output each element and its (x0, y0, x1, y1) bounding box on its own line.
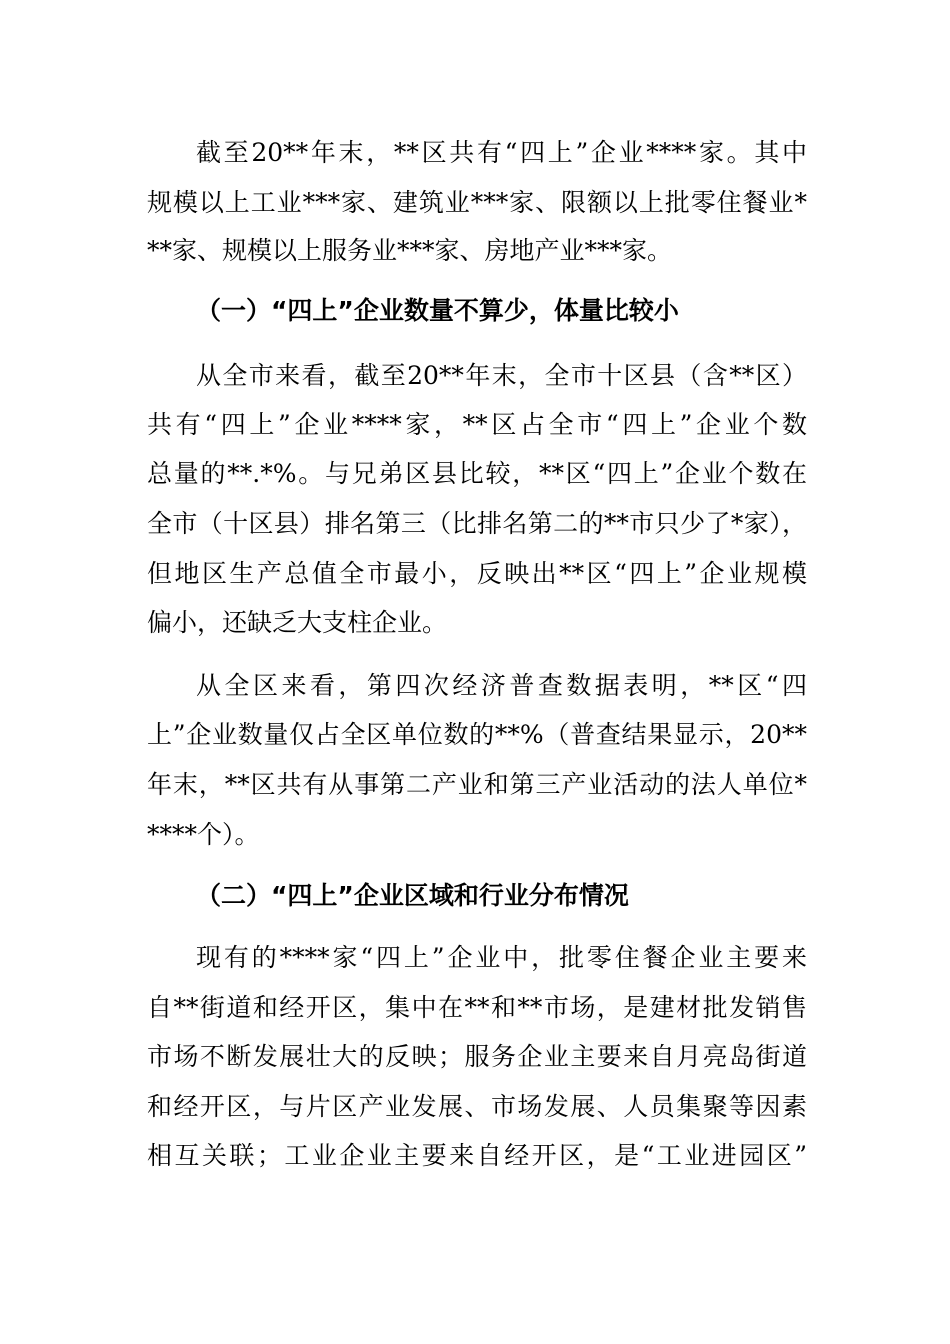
paragraph-3-line-2: 上”企业数量仅占全区单位数的**%（普查结果显示，20** (147, 720, 807, 749)
paragraph-3-line-3: 年末，**区共有从事第二产业和第三产业活动的法人单位* (147, 770, 807, 799)
paragraph-4-line-1: 现有的****家“四上”企业中，批零住餐企业主要来 (196, 943, 807, 972)
paragraph-1-line-1: 截至20**年末，**区共有“四上”企业****家。其中 (196, 138, 807, 167)
paragraph-2-line-4: 全市（十区县）排名第三（比排名第二的**市只少了*家）， (147, 509, 807, 538)
section-heading-1: （一）“四上”企业数量不算少，体量比较小 (196, 296, 679, 325)
paragraph-2-line-5: 但地区生产总值全市最小，反映出**区“四上”企业规模 (147, 559, 807, 588)
section-heading-2: （二）“四上”企业区域和行业分布情况 (196, 881, 629, 910)
paragraph-1-line-2: 规模以上工业***家、建筑业***家、限额以上批零住餐业* (147, 188, 807, 217)
paragraph-4-line-3: 市场不断发展壮大的反映；服务企业主要来自月亮岛街道 (147, 1042, 807, 1071)
paragraph-1-line-3: **家、规模以上服务业***家、房地产业***家。 (147, 236, 673, 265)
paragraph-3-line-1: 从全区来看，第四次经济普查数据表明，**区“四 (196, 671, 807, 700)
paragraph-4-line-4: 和经开区，与片区产业发展、市场发展、人员集聚等因素 (147, 1092, 807, 1121)
paragraph-2-line-2: 共有“四上”企业****家，**区占全市“四上”企业个数 (147, 410, 807, 439)
paragraph-2-line-6: 偏小，还缺乏大支柱企业。 (147, 608, 448, 637)
paragraph-4-line-5: 相互关联；工业企业主要来自经开区，是“工业进园区” (147, 1141, 807, 1170)
paragraph-2-line-1: 从全市来看，截至20**年末，全市十区县（含**区） (196, 361, 807, 390)
paragraph-3-line-4: ****个）。 (147, 820, 260, 849)
paragraph-4-line-2: 自**街道和经开区，集中在**和**市场，是建材批发销售 (147, 993, 807, 1022)
paragraph-2-line-3: 总量的**.*%。与兄弟区县比较，**区“四上”企业个数在 (147, 459, 807, 488)
